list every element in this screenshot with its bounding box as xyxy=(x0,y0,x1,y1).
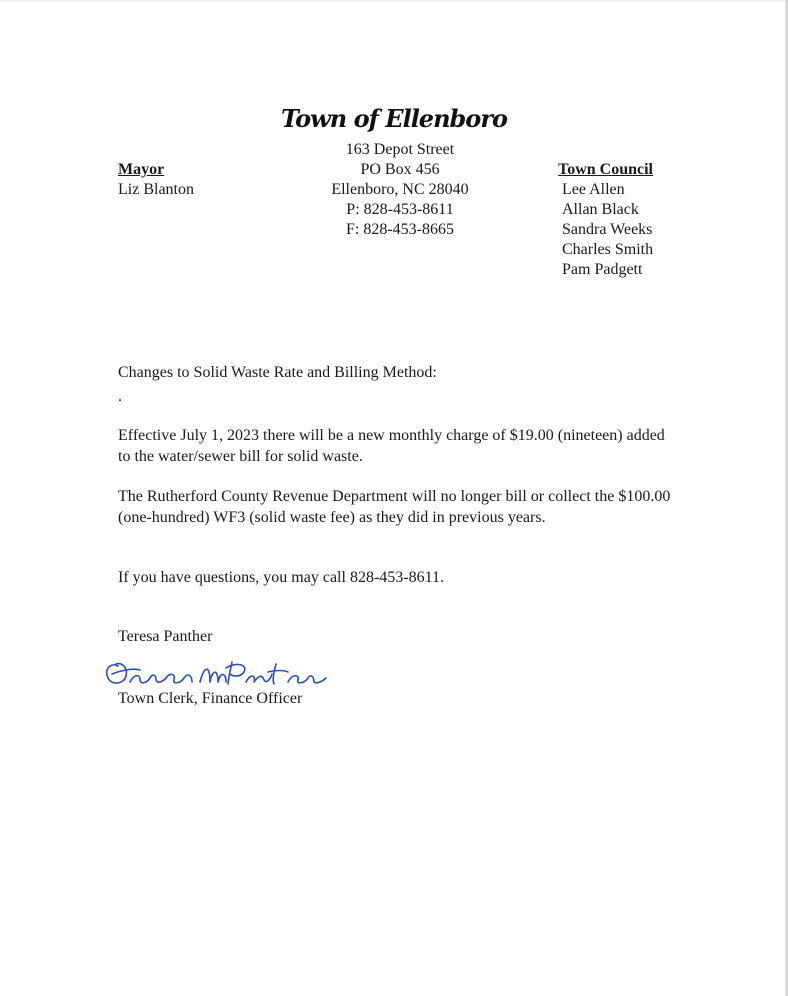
paragraph-contact: If you have questions, you may call 828-453-8611. xyxy=(118,569,445,586)
town-address xyxy=(290,140,510,240)
paragraph-new-charge: Effective July 1, 2023 there will be a new monthly charge of $19.00 (nineteen) added to the water/sewer bill for solid waste. xyxy=(118,427,665,465)
signer-title: Town Clerk, Finance Officer xyxy=(118,690,303,707)
scan-top-edge xyxy=(0,0,788,2)
mayor-block xyxy=(118,160,194,200)
council-list xyxy=(562,180,653,280)
fax-line: F: 828-453-8665 xyxy=(346,221,454,238)
council-member: Charles Smith xyxy=(562,241,654,258)
address-line: PO Box 456 xyxy=(360,161,440,178)
council-member: Lee Allen xyxy=(562,181,625,198)
town-name: Town of Ellenboro xyxy=(281,104,507,133)
address-line: 163 Depot Street xyxy=(345,141,455,158)
council-heading: Town Council xyxy=(558,161,653,178)
council-member: Allan Black xyxy=(562,201,639,218)
phone-line: P: 828-453-8611 xyxy=(346,201,454,218)
council-member: Pam Padgett xyxy=(562,261,643,278)
letter-subject: Changes to Solid Waste Rate and Billing Method: xyxy=(118,364,437,381)
paragraph-county-billing: The Rutherford County Revenue Department will no longer bill or collect the $100.00 (one-hundred) WF3 (solid waste fee) as they did in previous years. xyxy=(118,488,671,526)
stray-bullet: . xyxy=(118,388,122,405)
mayor-heading: Mayor xyxy=(118,161,165,178)
council-member: Sandra Weeks xyxy=(562,221,653,238)
signer-name: Teresa Panther xyxy=(118,628,213,645)
mayor-name: Liz Blanton xyxy=(118,181,194,198)
council-block xyxy=(556,160,653,280)
address-line: Ellenboro, NC 28040 xyxy=(331,181,469,198)
